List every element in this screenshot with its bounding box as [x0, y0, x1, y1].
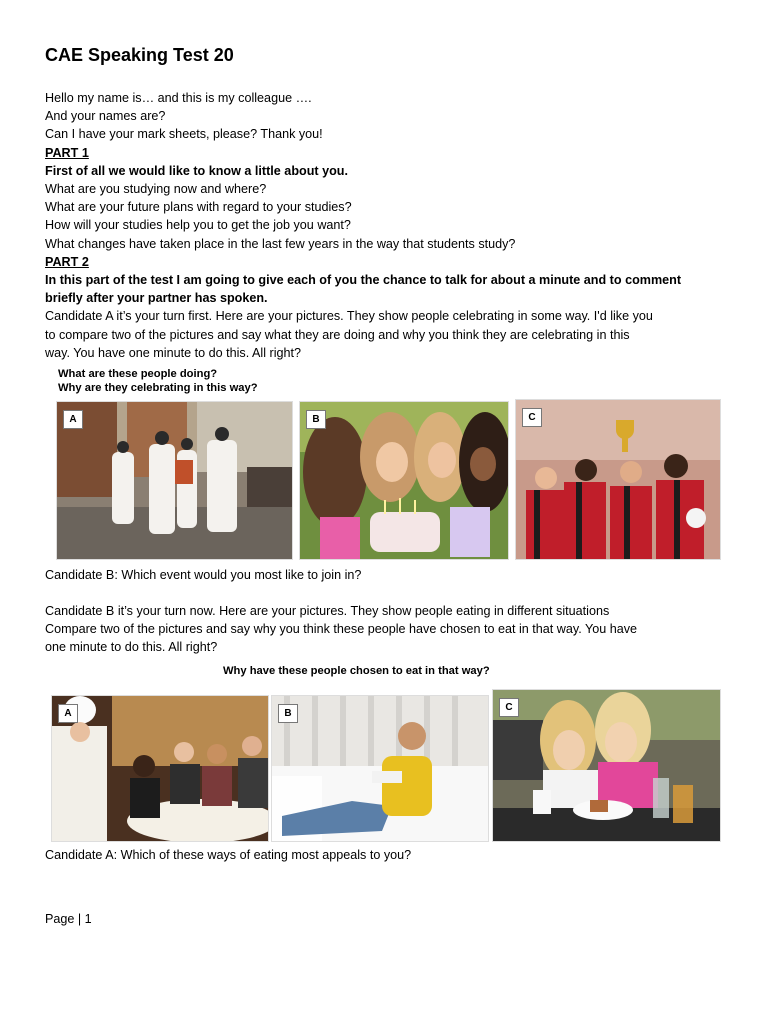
taskA-instruction: to compare two of the pictures and say what they are doing and why you think they are celebrating in this: [45, 327, 630, 342]
page-footer: Page | 1: [45, 912, 92, 926]
photo-label: B: [278, 704, 298, 723]
photo-label: C: [522, 408, 542, 427]
part1-heading: PART 1: [45, 145, 89, 160]
taskA-followup: Candidate B: Which event would you most like to join in?: [45, 568, 362, 582]
photo-label: B: [306, 410, 326, 429]
photo-friends-cafe: [492, 689, 721, 842]
photo-label: C: [499, 698, 519, 717]
intro-line: And your names are?: [45, 109, 166, 124]
intro-line: Can I have your mark sheets, please? Thank you!: [45, 127, 323, 142]
taskB-instructions: [45, 602, 735, 657]
part2-lead: briefly after your partner has spoken.: [45, 291, 268, 306]
photo-morris-dancers: [56, 401, 293, 560]
part1-lead: First of all we would like to know a little about you.: [45, 163, 348, 178]
part2-heading: PART 2: [45, 254, 89, 269]
taskA-followup-block: [45, 566, 735, 584]
photo-restaurant-dinner: [51, 695, 269, 842]
taskA-picture-questions: [58, 367, 258, 395]
taskA-instruction: Candidate A it’s your turn first. Here are your pictures. They show people celebrating in some way. I'd like you: [45, 309, 653, 324]
photo-birthday-party: [299, 401, 509, 560]
taskB-followup: Candidate A: Which of these ways of eating most appeals to you?: [45, 848, 412, 862]
document-title: CAE Speaking Test 20: [45, 45, 234, 65]
photo-football-team: [515, 399, 721, 560]
intro-line: Hello my name is… and this is my colleague ….: [45, 91, 312, 105]
taskB-instruction: Candidate B it’s your turn now. Here are your pictures. They show people eating in different situations: [45, 604, 610, 618]
part1-question: What are your future plans with regard to your studies?: [45, 200, 352, 215]
photo-label: A: [63, 410, 83, 429]
part1-question: What changes have taken place in the last few years in the way that students study?: [45, 236, 516, 251]
picture-question: What are these people doing?: [58, 368, 218, 380]
part2-lead: In this part of the test I am going to give each of you the chance to talk for about a minute and to comment: [45, 273, 682, 288]
body-text-top: [45, 89, 735, 362]
taskB-instruction: one minute to do this. All right?: [45, 640, 218, 655]
taskA-instruction: way. You have one minute to do this. All right?: [45, 345, 302, 360]
taskB-instruction: Compare two of the pictures and say why you think these people have chosen to eat in that way. You have: [45, 622, 638, 637]
part1-question: What are you studying now and where?: [45, 182, 267, 197]
taskB-picture-question: Why have these people chosen to eat in that way?: [223, 665, 490, 677]
picture-question: Why are they celebrating in this way?: [58, 382, 258, 394]
taskB-followup-block: [45, 846, 735, 864]
part1-question: How will your studies help you to get the job you want?: [45, 218, 351, 233]
photo-man-on-sofa: [271, 695, 489, 842]
photo-label: A: [58, 704, 78, 723]
